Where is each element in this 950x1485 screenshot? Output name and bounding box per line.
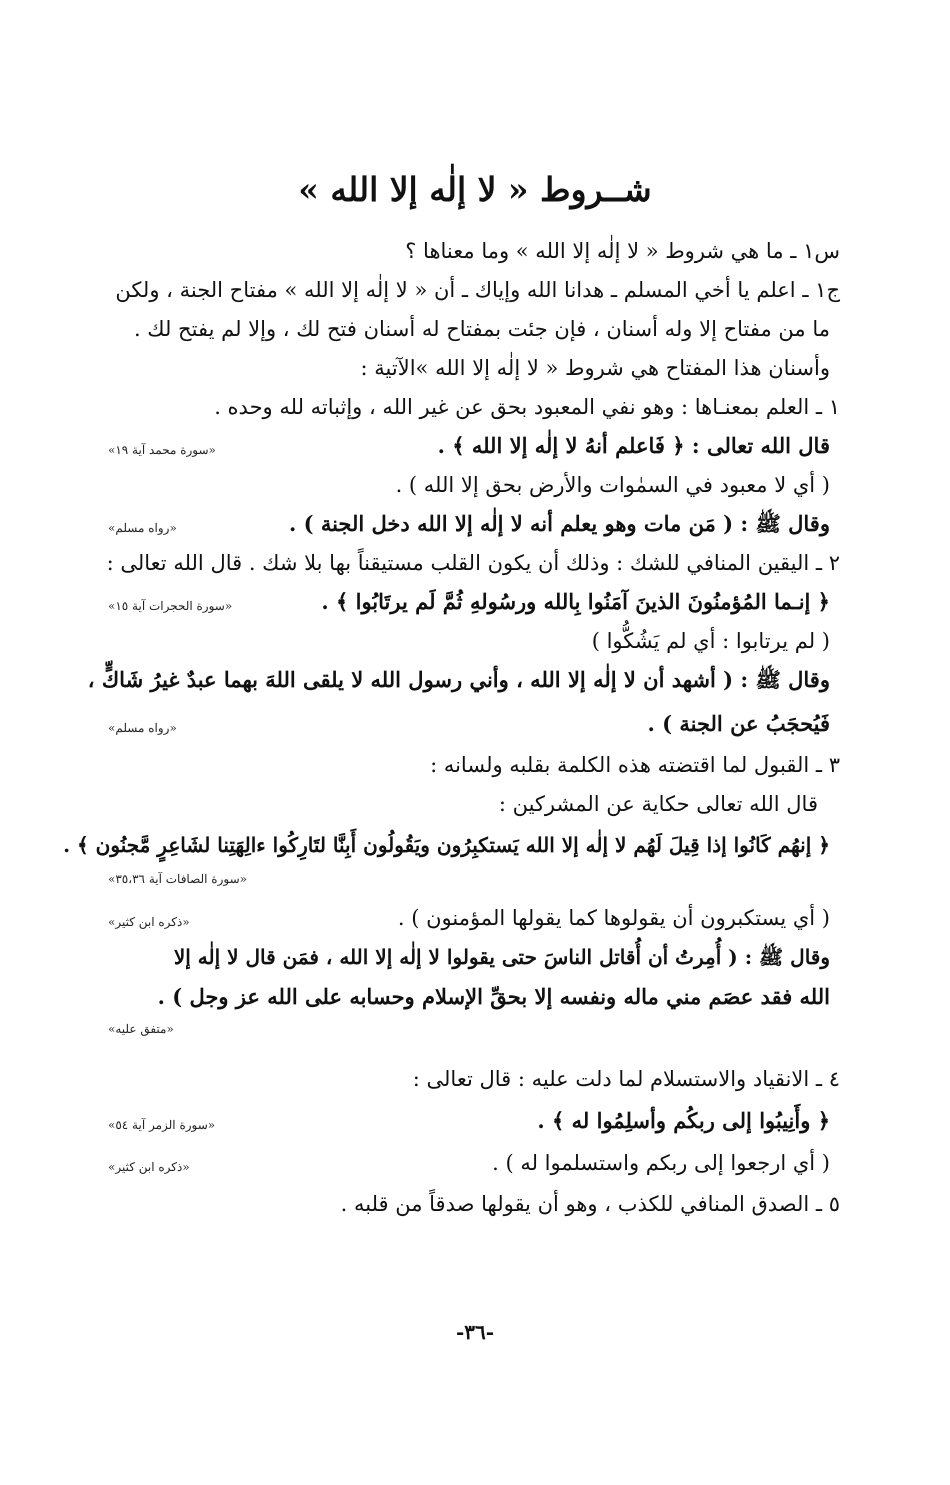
verse-line: [108, 584, 830, 620]
line-text: ( أي لا معبود في السمٰوات والأرض بحق إلا الله ) .: [395, 473, 830, 497]
line-text: وقال ﷺ : ( أشهد أن لا إلٰه إلا الله ، وأني رسول الله لا يلقى اللهَ بهما عبدٌ غيرُ شَاكٍّ ،: [87, 667, 830, 692]
line-text: ﴿ وأَنِيبُوا إلى ربكُم وأسلِمُوا له ﴾ .: [537, 1108, 830, 1133]
citation: «سورة الحجرات آية ١٥»: [108, 599, 233, 613]
hadith-line: [108, 506, 830, 542]
line-text: ١ ـ العلم بمعنـاها : وهو نفي المعبود بحق عن غير الله ، وإثباته لله وحده .: [214, 395, 840, 419]
citation: «سورة الزمر آية ٥٤»: [108, 1118, 216, 1132]
line-text: ٣ ـ القبول لما اقتضته هذه الكلمة بقلبه ولسانه :: [430, 753, 840, 777]
condition-heading: [108, 1061, 840, 1097]
line-text: ( أي ارجعوا إلى ربكم واستسلموا له ) .: [492, 1151, 830, 1175]
explanation-line: [108, 1145, 830, 1181]
line-text: ٢ ـ اليقين المنافي للشك : وذلك أن يكون القلب مستيقناً بها بلا شك . قال الله تعالى :: [106, 551, 840, 575]
condition-heading: [108, 1186, 840, 1222]
line-text: ( لم يرتابوا : أي لم يَشُكُّوا ): [591, 629, 830, 653]
verse-line: [108, 1103, 830, 1139]
line-text: قال الله تعالى حكاية عن المشركين :: [498, 792, 818, 816]
hadith-line: [108, 979, 830, 1015]
body-line: [108, 350, 830, 386]
question-line: [108, 233, 840, 269]
page-number: -٣٦-: [455, 1320, 495, 1344]
citation: «ذكره ابن كثير»: [108, 1160, 190, 1174]
line-text: وقال ﷺ : ( أُمِرتُ أن أُقاتل الناسَ حتى يقولوا لا إلٰه إلا الله ، فمَن قال لا إلٰه إلا: [173, 945, 830, 969]
explanation-line: [108, 900, 830, 936]
line-text: ( أي يستكبرون أن يقولوها كما يقولها المؤمنون ) .: [397, 906, 830, 930]
citation: «رواه مسلم»: [108, 521, 177, 535]
citation: «رواه مسلم»: [108, 721, 177, 735]
line-text: ﴿ إنـما المُؤمنُونَ الذينَ آمَنُوا بِالله ورسُولهِ ثُمَّ لَم يرتَابُوا ﴾ .: [321, 589, 830, 614]
line-text: وقال ﷺ : ( مَن مات وهو يعلم أنه لا إلٰه إلا الله دخل الجنة ) .: [288, 511, 830, 536]
line-text: ما من مفتاح إلا وله أسنان ، فإن جئت بمفتاح له أسنان فتح لك ، وإلا لم يفتح لك .: [133, 317, 830, 341]
line-text: ج١ ـ اعلم يا أخي المسلم ـ هدانا الله وإياك ـ أن « لا إلٰه إلا الله » مفتاح الجنة ، ولكن: [115, 278, 840, 302]
line-text: الله فقد عصَم مني ماله ونفسه إلا بحقِّ الإسلام وحسابه على الله عز وجل ) .: [157, 984, 830, 1009]
line-text: وأسنان هذا المفتاح هي شروط « لا إلٰه إلا الله »الآتية :: [360, 356, 830, 380]
verse-line: [63, 827, 830, 863]
line-text: ﴿ إنهُم كَانُوا إذا قِيلَ لَهُم لا إلٰه إلا الله يَستكبِرُون ويَقُولُون أَبِنَّا لتَارِكُوا ءالِهَتِنا لشَاعِرٍ مَّجنُون ﴾ .: [63, 833, 830, 857]
hadith-line: [87, 662, 830, 698]
answer-line: [108, 272, 840, 308]
citation: «سورة الصافات آية ٣٥،٣٦»: [108, 872, 247, 886]
condition-heading: [108, 747, 840, 783]
citation: «ذكره ابن كثير»: [108, 915, 190, 929]
hadith-line: [108, 706, 830, 742]
page-title: شــروط « لا إلٰه إلا الله »: [298, 170, 652, 209]
line-text: ٥ ـ الصدق المنافي للكذب ، وهو أن يقولها صدقاً من قلبه .: [340, 1192, 840, 1216]
explanation-line: [108, 467, 830, 503]
hadith-line: [108, 939, 830, 975]
body-line: [108, 311, 830, 347]
citation: «متفق عليه»: [108, 1022, 174, 1036]
body-line: [108, 786, 818, 822]
line-text: قال الله تعالى : ﴿ فَاعلم أنهُ لا إلٰه إلا الله ﴾ .: [437, 433, 830, 458]
condition-heading: [108, 389, 840, 425]
explanation-line: [108, 623, 830, 659]
line-text: س١ ـ ما هي شروط « لا إلٰه إلا الله » وما معناها ؟: [405, 239, 840, 263]
line-text: ٤ ـ الانقياد والاستسلام لما دلت عليه : قال تعالى :: [412, 1067, 840, 1091]
citation: «سورة محمد آية ١٩»: [108, 443, 216, 457]
condition-heading: [108, 545, 840, 581]
line-text: فَيُحجَبُ عن الجنة ) .: [647, 711, 830, 736]
verse-line: [108, 428, 830, 464]
